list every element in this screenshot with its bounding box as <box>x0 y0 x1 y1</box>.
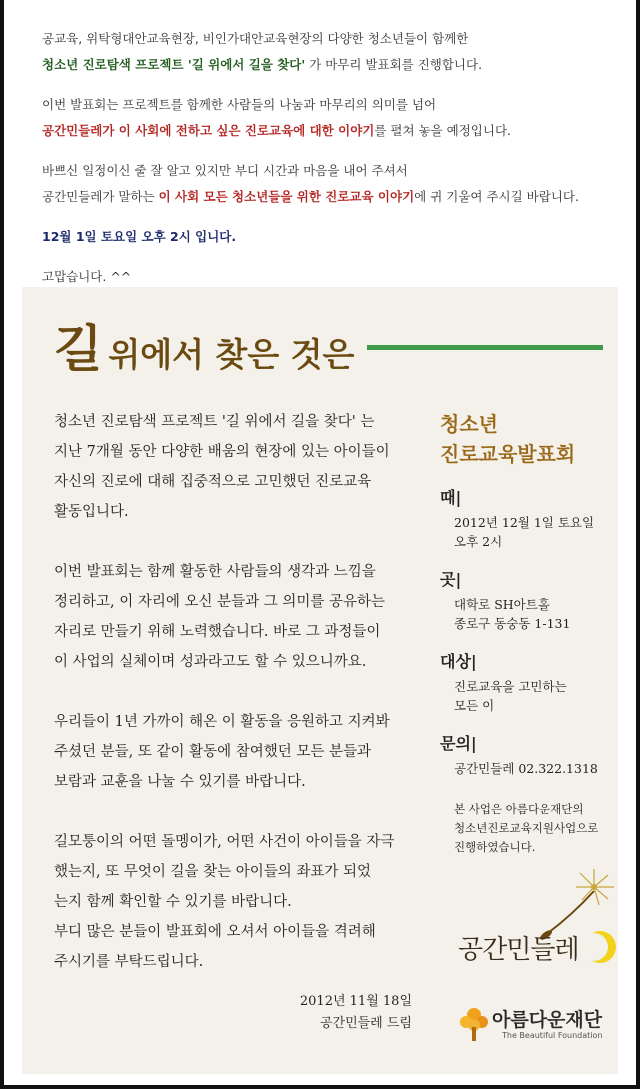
tree-icon <box>458 1003 490 1043</box>
intro-line: 바쁘신 일정이신 줄 잘 알고 있지만 부디 시간과 마음을 내어 주셔서 <box>42 163 408 178</box>
poster-body <box>54 407 412 977</box>
poster-title <box>54 309 354 381</box>
event-date-line: 12월 1일 토요일 오후 2시 입니다. <box>42 229 237 244</box>
intro-line: 이번 발표회는 프로젝트를 함께한 사람들의 나눔과 마무리의 의미를 넘어 <box>42 97 437 112</box>
body-line: 이번 발표회는 함께 활동한 사람들의 생각과 느낌을 <box>54 564 376 580</box>
body-line: 는지 함께 확인할 수 있기를 바랍니다. <box>54 894 292 910</box>
event-info <box>440 409 610 857</box>
body-line: 했는지, 또 무엇이 길을 찾는 아이들의 좌표가 되었 <box>54 864 372 880</box>
where-label: 곳| <box>440 570 462 589</box>
intro-line: 공교육, 위탁형대안교육현장, 비인가대안교육현장의 다양한 청소년들이 함께한 <box>42 31 469 46</box>
intro-line: 청소년 진로탐색 프로젝트 '길 위에서 길을 찾다' 가 마무리 발표회를 진행합니다. <box>42 57 483 72</box>
poster <box>22 287 618 1074</box>
title-underline <box>367 345 603 350</box>
sign-name: 공간민들레 드림 <box>319 1016 412 1031</box>
body-line: 자신의 진로에 대해 집중적으로 고민했던 진로교육 <box>54 474 372 490</box>
event-title-2: 진로교육발표회 <box>440 442 576 466</box>
intro-line: 공간민들레가 말하는 이 사회 모든 청소년들을 위한 진로교육 이야기에 귀 기울여 주시길 바랍니다. <box>42 189 579 204</box>
when-value: 2012년 12월 1일 토요일 오후 2시 <box>454 515 595 549</box>
gonggan-mindle-logo <box>452 867 618 987</box>
body-line: 우리들이 1년 가까이 해온 이 활동을 응원하고 지켜봐 <box>54 714 390 730</box>
beautiful-foundation-english: The Beautiful Foundation <box>502 1031 603 1040</box>
body-line: 주셨던 분들, 또 같이 활동에 참여했던 모든 분들과 <box>54 744 372 760</box>
poster-title-rest: 위에서 찾은 것은 <box>108 335 355 374</box>
beautiful-foundation-wordmark: 아름다운재단 <box>492 1009 603 1031</box>
intro-text <box>42 26 612 290</box>
body-line: 활동입니다. <box>54 504 129 520</box>
body-line: 자리로 만들기 위해 노력했습니다. 바로 그 과정들이 <box>54 624 381 640</box>
target-value: 진로교육을 고민하는 모든 이 <box>454 679 567 713</box>
body-line: 부디 많은 분들이 발표회에 오셔서 아이들을 격려해 <box>54 924 376 940</box>
body-line: 길모퉁이의 어떤 돌멩이가, 어떤 사건이 아이들을 자극 <box>54 834 395 850</box>
body-line: 정리하고, 이 자리에 오신 분들과 그 의미를 공유하는 <box>54 594 386 610</box>
event-title-1: 청소년 <box>440 412 498 436</box>
body-line: 청소년 진로탐색 프로젝트 '길 위에서 길을 찾다' 는 <box>54 414 375 430</box>
when-label: 때| <box>440 488 462 507</box>
contact-value: 공간민들레 02.322.1318 <box>454 761 598 776</box>
thanks-line: 고맙습니다. ^^ <box>42 269 132 284</box>
signature <box>262 991 412 1035</box>
intro-line: 공간민들레가 이 사회에 전하고 싶은 진로교육에 대한 이야기를 펼쳐 놓을 예정입니다. <box>42 123 511 138</box>
contact-label: 문의| <box>440 734 477 753</box>
dandelion-icon <box>452 867 618 987</box>
target-label: 대상| <box>440 652 477 671</box>
body-line: 지난 7개월 동안 다양한 배움의 현장에 있는 아이들이 <box>54 444 390 460</box>
body-line: 이 사업의 실체이며 성과라고도 할 수 있으니까요. <box>54 654 367 670</box>
where-value: 대학로 SH아트홀 종로구 동숭동 1-131 <box>454 597 571 631</box>
body-line: 주시기를 부탁드립니다. <box>54 954 204 970</box>
sponsor-note: 본 사업은 아름다운재단의 청소년진로교육지원사업으로 진행하였습니다. <box>454 802 599 854</box>
gonggan-mindle-wordmark: 공간민들레 <box>458 935 579 965</box>
beautiful-foundation-logo <box>458 1003 618 1053</box>
body-line: 보람과 교훈을 나눌 수 있기를 바랍니다. <box>54 774 306 790</box>
sign-date: 2012년 11월 18일 <box>299 994 412 1009</box>
poster-title-big: 길 <box>54 319 103 378</box>
